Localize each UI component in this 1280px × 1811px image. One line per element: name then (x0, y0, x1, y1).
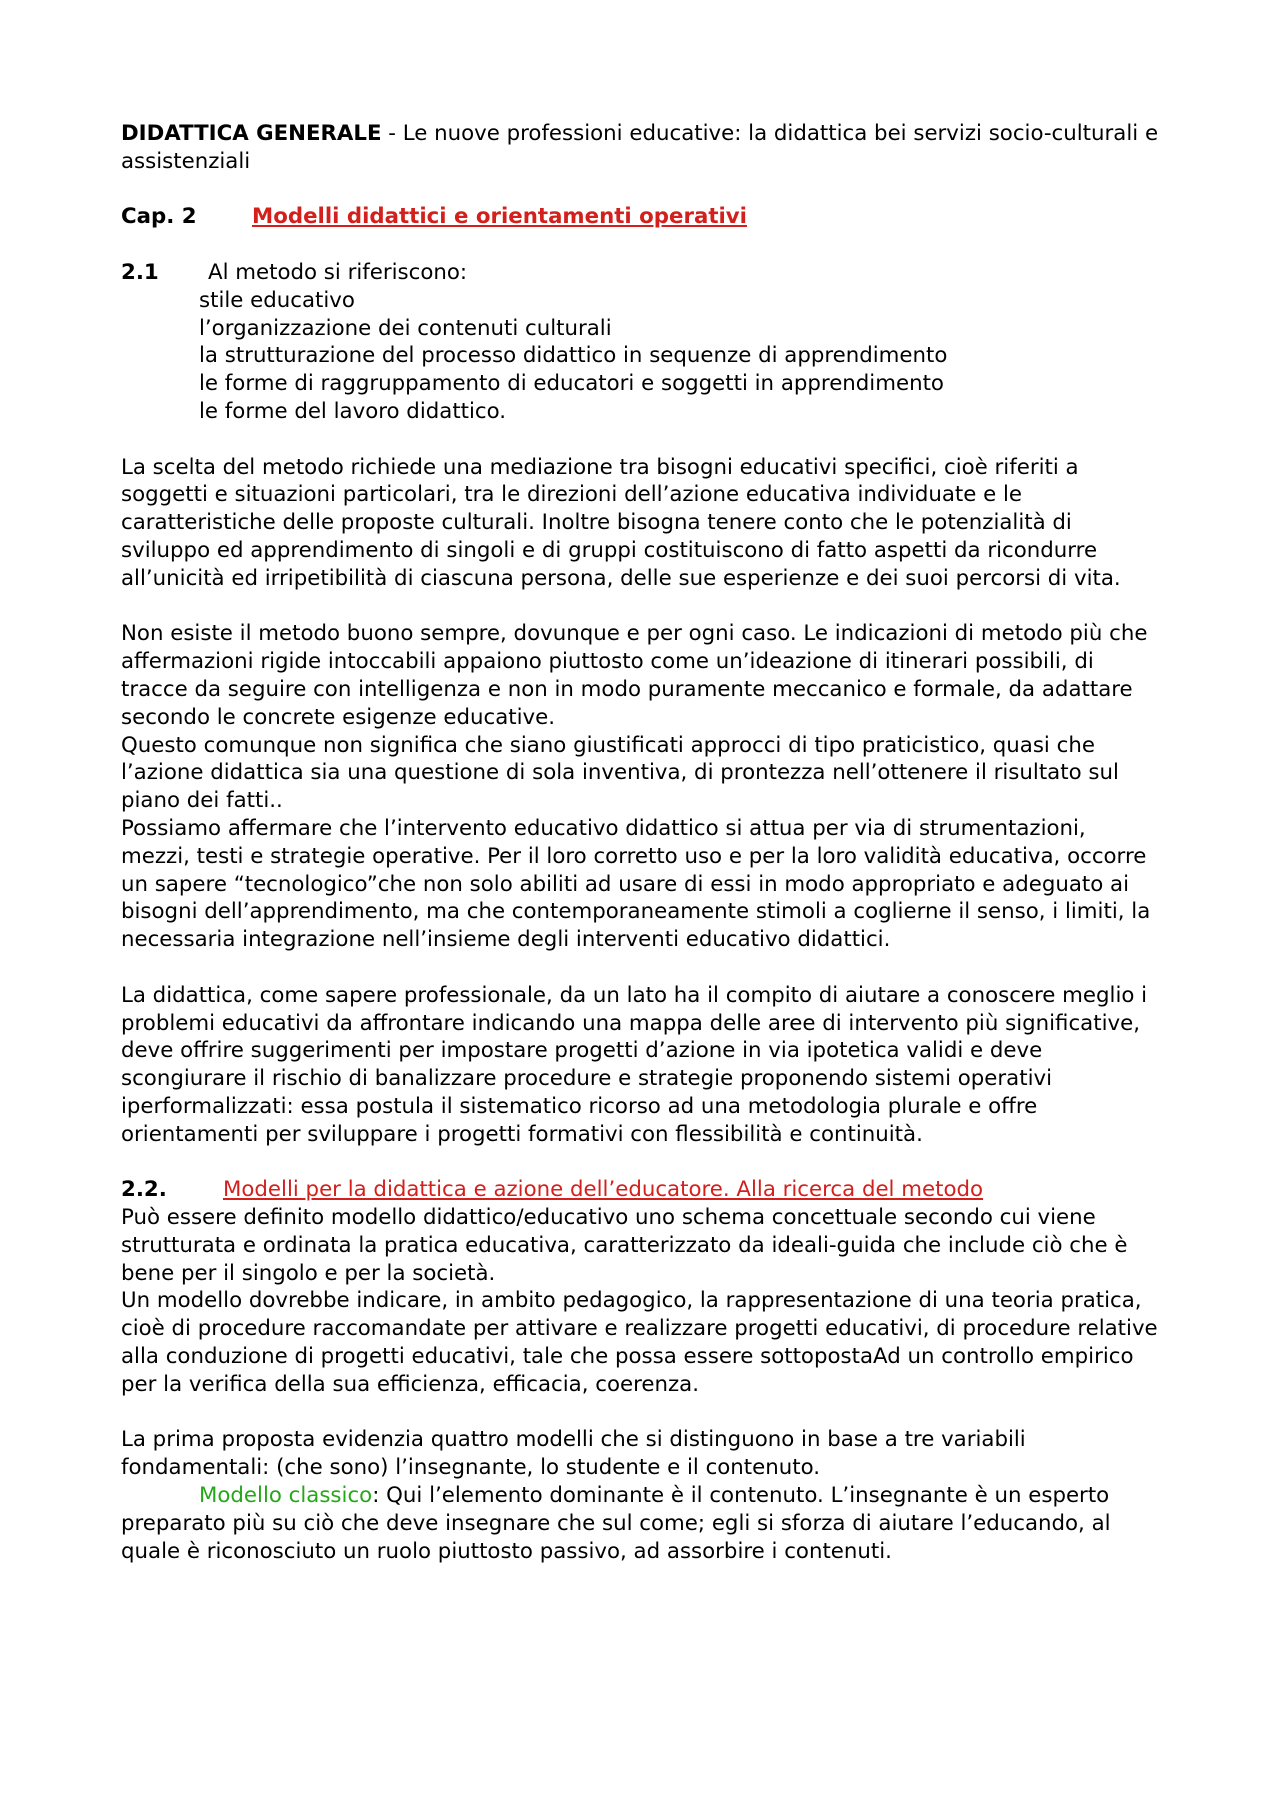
list-item: le forme del lavoro didattico. (199, 398, 507, 424)
paragraph: Non esiste il metodo buono sempre, dovunque e per ogni caso. Le indicazioni di metodo più che affermazioni rigide intoccabili appaiono piuttosto come un’ideazione di itinerari possibili, di tracce da seguire con intelligenza e non in modo puramente meccanico e formale, da adattare secondo le concrete esigenze educative. (121, 621, 1148, 730)
section-2-1-heading (121, 259, 1161, 287)
list-item: stile educativo (199, 287, 355, 313)
paragraph: La didattica, come sapere professionale, da un lato ha il compito di aiutare a conoscere meglio i problemi educativi da affrontare indicando una mappa delle aree di intervento più significative, deve offrire suggerimenti per impostare progetti d’azione in via ipotetica validi e deve scongiurare il rischio di banalizzare procedure e strategie proponendo sistemi operativi iperformalizzati: essa postula il sistematico ricorso ad una metodologia plurale e offre orientamenti per sviluppare i progetti formativi con flessibilità e continuità. (121, 982, 1148, 1147)
section-2-2-heading (121, 1176, 1161, 1204)
list-item: l’organizzazione dei contenuti culturali (199, 315, 612, 341)
paragraph: La scelta del metodo richiede una mediazione tra bisogni educativi specifici, cioè riferiti a soggetti e situazioni particolari, tra le direzioni dell’azione educativa individuate e le caratteristiche delle proposte culturali. Inoltre bisogna tenere conto che le potenzialità di sviluppo ed apprendimento di singoli e di gruppi costituiscono di fatto aspetti da ricondurre all’unicità ed irripetibilità di ciascuna persona, delle sue esperienze e dei suoi percorsi di vita. (121, 454, 1121, 591)
chapter-title: Modelli didattici e orientamenti operativi (252, 204, 747, 230)
paragraph: Può essere definito modello didattico/educativo uno schema concettuale secondo cui viene strutturata e ordinata la pratica educativa, caratterizzato da ideali-guida che include ciò che è bene per il singolo e per la società. (121, 1205, 1128, 1286)
section-2-1-intro: Al metodo si riferiscono: (208, 259, 468, 285)
section-2-2-number: 2.2. (121, 1177, 167, 1203)
method-list (121, 287, 1161, 426)
model-paragraph (121, 1482, 1161, 1565)
document-body (121, 120, 1161, 1565)
model-text: : Qui l’elemento dominante è il contenuto. L’insegnante è un esperto preparato più su ciò che deve insegnare che sul come; egli si sforza di aiutare l’educando, al quale è riconosciuto un ruolo piuttosto passivo, ad assorbire i contenuti. (121, 1483, 1111, 1564)
paragraph: La prima proposta evidenzia quattro modelli che si distinguono in base a tre variabili fondamentali: (che sono) l’insegnante, lo studente e il contenuto. (121, 1427, 1026, 1481)
section-2-2-title: Modelli per la didattica e azione dell’educatore. Alla ricerca del metodo (223, 1177, 984, 1203)
title-bold: DIDATTICA GENERALE (121, 121, 382, 146)
model-label: Modello classico (199, 1483, 373, 1509)
list-item: le forme di raggruppamento di educatori e soggetti in apprendimento (199, 371, 944, 397)
list-item: la strutturazione del processo didattico in sequenze di apprendimento (199, 343, 948, 369)
chapter-number: Cap. 2 (121, 204, 197, 230)
paragraph: Possiamo affermare che l’intervento educativo didattico si attua per via di strumentazioni, mezzi, testi e strategie operative. Per il loro corretto uso e per la loro validità educativa, occorre un sapere “tecnologico”che non solo abiliti ad usare di essi in modo appropriato e adeguato ai bisogni dell’apprendimento, ma che contemporaneamente stimoli a coglierne il senso, i limiti, la necessaria integrazione nell’insieme degli interventi educativo didattici. (121, 815, 1151, 953)
section-2-1-number: 2.1 (121, 259, 159, 285)
chapter-heading (121, 203, 1161, 231)
title-rest: - Le nuove professioni educative: la didattica bei servizi socio-culturali e assistenziali (121, 121, 1159, 174)
paragraph: Questo comunque non significa che siano giustificati approcci di tipo praticistico, quasi che l’azione didattica sia una questione di sola inventiva, di prontezza nell’ottenere il risultato sul piano dei fatti.. (121, 732, 1119, 814)
document-title (121, 120, 1161, 176)
paragraph: Un modello dovrebbe indicare, in ambito pedagogico, la rappresentazione di una teoria pratica, cioè di procedure raccomandate per attivare e realizzare progetti educativi, di procedure relative alla conduzione di progetti educativi, tale che possa essere sottopostaAd un controllo empirico per la verifica della sua efficienza, efficacia, coerenza. (121, 1288, 1158, 1397)
